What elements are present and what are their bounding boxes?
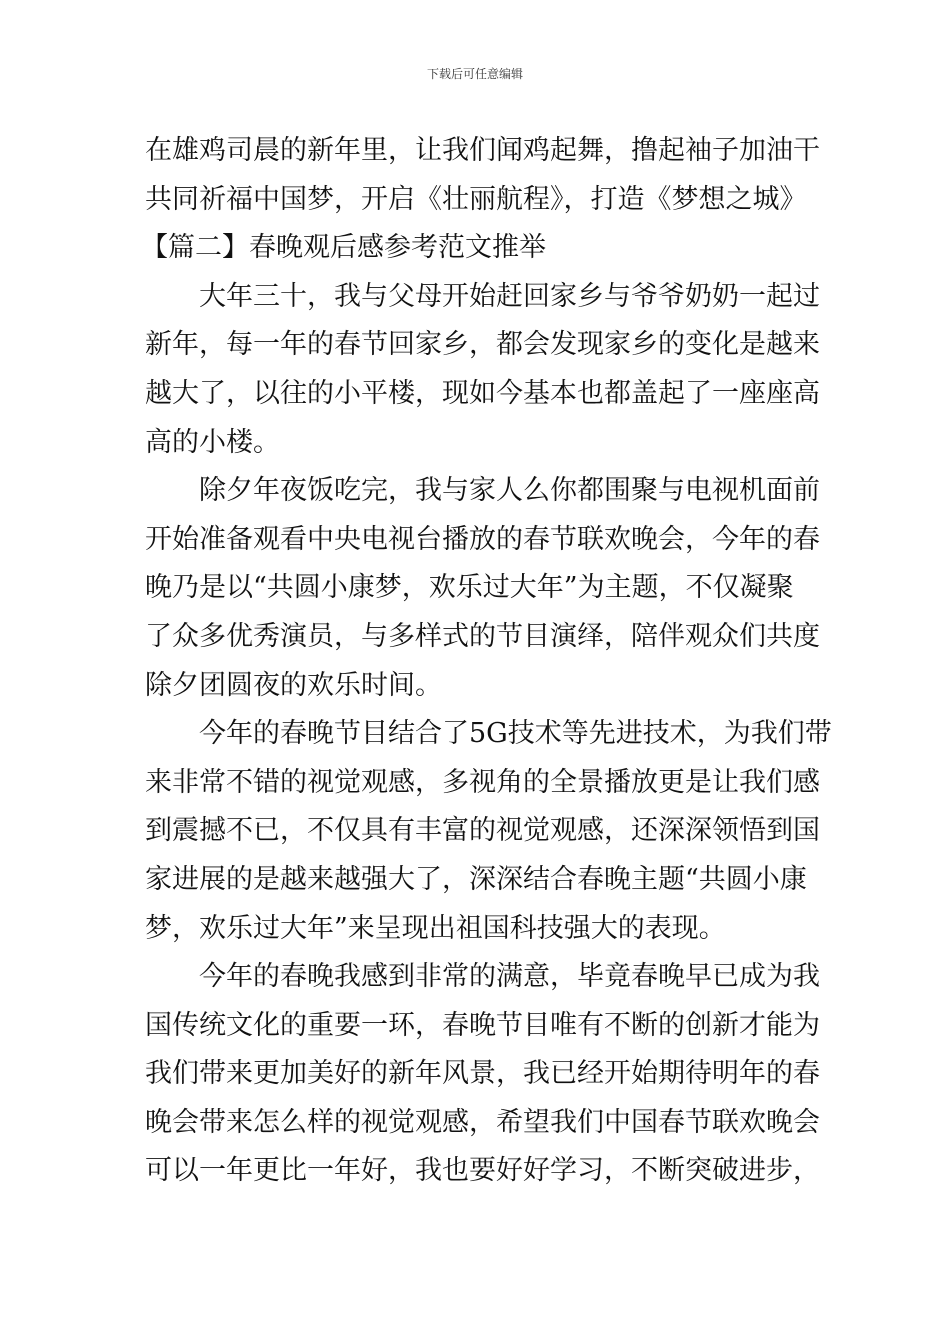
page-header-note: 下载后可任意编辑 [426,67,523,81]
paragraph-first-line: 今年的春晚节目结合了5G技术等先进技术，为我们带 [199,718,832,750]
text-line: 在雄鸡司晨的新年里，让我们闻鸡起舞，撸起袖子加油干 [145,135,820,166]
text-line: 除夕团圆夜的欢乐时间。 [145,669,442,701]
text-line: 高的小楼。 [145,426,280,458]
paragraph-first-line: 除夕年夜饭吃完，我与家人么你都围聚与电视机面前 [199,475,820,507]
text-line: 开始准备观看中央电视台播放的春节联欢晚会，今年的春 [145,523,820,555]
text-line: 新年，每一年的春节回家乡，都会发现家乡的变化是越来 [145,329,820,361]
paragraph-first-line: 大年三十，我与父母开始赶回家乡与爷爷奶奶一起过 [199,280,820,312]
section-heading: 【篇二】春晚观后感参考范文推举 [141,232,546,264]
text-line: 国传统文化的重要一环，春晚节目唯有不断的创新才能为 [145,1009,820,1041]
text-line: 我们带来更加美好的新年风景，我已经开始期待明年的春 [145,1058,820,1090]
text-line: 晚乃是以“共圆小康梦，欢乐过大年”为主题，不仅凝聚 [145,572,794,604]
text-line: 了众多优秀演员，与多样式的节目演绎，陪伴观众们共度 [145,620,820,652]
text-line: 到震撼不已，不仅具有丰富的视觉观感，还深深领悟到国 [145,815,820,847]
text-line: 晚会带来怎么样的视觉观感，希望我们中国春节联欢晚会 [145,1106,820,1138]
paragraph-first-line: 今年的春晚我感到非常的满意，毕竟春晚早已成为我 [199,961,820,993]
text-line: 梦，欢乐过大年”来呈现出祖国科技强大的表现。 [145,912,726,944]
text-line: 来非常不错的视觉观感，多视角的全景播放更是让我们感 [145,766,820,798]
text-line: 越大了，以往的小平楼，现如今基本也都盖起了一座座高 [145,377,820,409]
text-line: 家进展的是越来越强大了，深深结合春晚主题“共圆小康 [145,863,807,895]
article-body [141,127,832,1196]
text-line: 共同祈福中国梦，开启《壮丽航程》，打造《梦想之城》 [145,183,807,215]
text-line: 可以一年更比一年好，我也要好好学习，不断突破进步， [145,1155,820,1187]
